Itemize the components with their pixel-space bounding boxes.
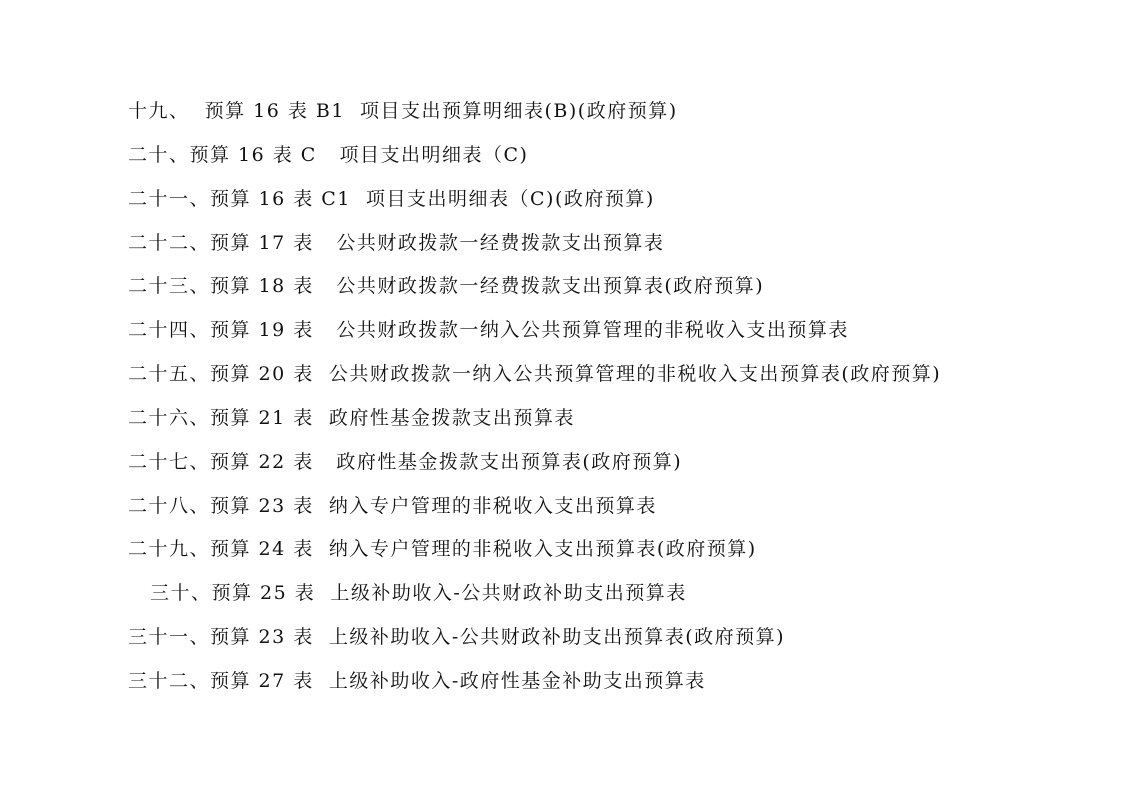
toc-item-27: 二十七、预算 22 表 政府性基金拨款支出预算表(政府预算) [128,450,683,473]
toc-item-21: 二十一、预算 16 表 C1 项目支出明细表（C)(政府预算) [128,187,655,210]
toc-item-32: 三十二、预算 27 表 上级补助收入-政府性基金补助支出预算表 [128,669,706,692]
toc-item-24: 二十四、预算 19 表 公共财政拨款一纳入公共预算管理的非税收入支出预算表 [128,319,849,342]
toc-item-26: 二十六、预算 21 表 政府性基金拨款支出预算表 [128,406,575,429]
toc-item-28: 二十八、预算 23 表 纳入专户管理的非税收入支出预算表 [128,494,657,517]
toc-item-31: 三十一、预算 23 表 上级补助收入-公共财政补助支出预算表(政府预算) [128,626,786,649]
toc-item-29: 二十九、预算 24 表 纳入专户管理的非税收入支出预算表(政府预算) [128,538,757,561]
toc-item-19: 十九、 预算 16 表 B1 项目支出预算明细表(B)(政府预算) [128,100,678,122]
toc-item-30: 三十、预算 25 表 上级补助收入-公共财政补助支出预算表 [150,582,687,605]
table-of-contents [128,95,1028,709]
toc-item-22: 二十二、预算 17 表 公共财政拨款一经费拨款支出预算表 [128,231,665,254]
toc-item-23: 二十三、预算 18 表 公共财政拨款一经费拨款支出预算表(政府预算) [128,275,765,298]
toc-item-20: 二十、预算 16 表 C 项目支出明细表（C) [128,143,529,166]
toc-item-25: 二十五、预算 20 表 公共财政拨款一纳入公共预算管理的非税收入支出预算表(政府预算) [128,363,942,386]
